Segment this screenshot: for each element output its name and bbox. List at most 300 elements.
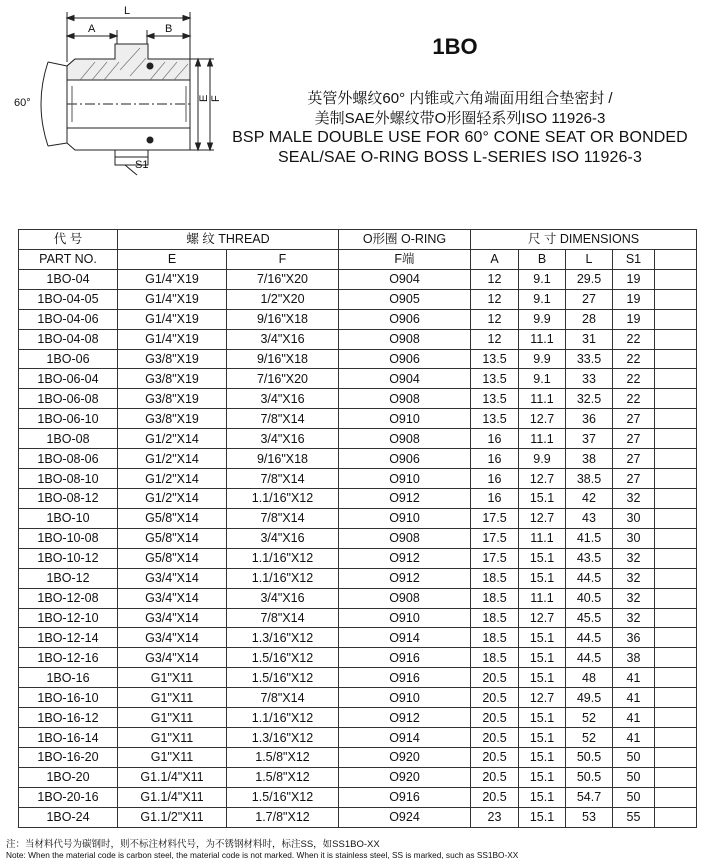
table-cell: 9.9 (519, 449, 566, 469)
table-row (19, 309, 697, 329)
table-row (19, 329, 697, 349)
table-cell: 1BO-10 (19, 508, 118, 528)
table-cell: G3/8"X19 (118, 409, 227, 429)
table-cell: G1/4"X19 (118, 269, 227, 289)
table-cell: 1BO-08-12 (19, 488, 118, 508)
note-en: Note: When the material code is carbon steel, the material code is not marked. When it is stainless steel, SS is marked, such as SS1BO-XX (6, 850, 519, 860)
table-cell-empty (655, 588, 697, 608)
table-cell: 9.1 (519, 289, 566, 309)
table-cell: 1BO-06 (19, 349, 118, 369)
table-cell: G1/2"X14 (118, 449, 227, 469)
table-cell: 9.9 (519, 349, 566, 369)
table-cell: 17.5 (471, 508, 519, 528)
table-cell: 30 (613, 508, 655, 528)
note-cn: 注：当材料代号为碳钢时，则不标注材料代号，为不锈钢材料时，标注SS，如SS1BO-XX (6, 839, 380, 850)
table-cell: 20.5 (471, 668, 519, 688)
table-cell: 1BO-08-06 (19, 449, 118, 469)
table-cell: 19 (613, 269, 655, 289)
cn-description-line1: 英管外螺纹60° 内锥或六角端面用组合垫密封 / (307, 90, 613, 107)
table-cell: O924 (339, 807, 471, 827)
table-cell: 44.5 (566, 628, 613, 648)
table-cell-empty (655, 688, 697, 708)
table-cell: 15.1 (519, 728, 566, 748)
table-cell: 1BO-16 (19, 668, 118, 688)
table-cell: G5/8"X14 (118, 528, 227, 548)
table-cell: 12.7 (519, 508, 566, 528)
table-cell: O904 (339, 369, 471, 389)
table-cell-empty (655, 807, 697, 827)
table-cell: G3/8"X19 (118, 349, 227, 369)
table-cell-empty (655, 668, 697, 688)
table-row (19, 429, 697, 449)
table-row (19, 747, 697, 767)
table-cell: 12 (471, 329, 519, 349)
table-cell: 38 (566, 449, 613, 469)
table-cell: 22 (613, 329, 655, 349)
table-cell: 7/8"X14 (227, 508, 339, 528)
table-cell: 41 (613, 728, 655, 748)
table-cell-empty (655, 548, 697, 568)
table-cell: G1"X11 (118, 688, 227, 708)
table-cell: 27 (613, 429, 655, 449)
table-cell: G1"X11 (118, 708, 227, 728)
table-cell: 52 (566, 708, 613, 728)
table-cell: 1BO-04-05 (19, 289, 118, 309)
table-cell: 20.5 (471, 688, 519, 708)
table-cell: G1.1/4"X11 (118, 787, 227, 807)
table-cell: 20.5 (471, 767, 519, 787)
table-cell: 44.5 (566, 568, 613, 588)
table-cell: 16 (471, 488, 519, 508)
table-cell: 20.5 (471, 787, 519, 807)
table-row (19, 389, 697, 409)
table-cell: 22 (613, 349, 655, 369)
table-cell-empty (655, 728, 697, 748)
table-cell: 11.1 (519, 329, 566, 349)
table-cell: 1.1/16"X12 (227, 708, 339, 728)
table-cell: 3/4"X16 (227, 389, 339, 409)
table-cell: G5/8"X14 (118, 548, 227, 568)
table-cell: 15.1 (519, 708, 566, 728)
table-cell: 9.9 (519, 309, 566, 329)
table-cell: 1BO-08 (19, 429, 118, 449)
table-cell: 55 (613, 807, 655, 827)
table-cell: 9.1 (519, 369, 566, 389)
table-row (19, 488, 697, 508)
table-cell: 38.5 (566, 469, 613, 489)
table-cell-empty (655, 508, 697, 528)
table-row (19, 728, 697, 748)
table-cell: 1.3/16"X12 (227, 628, 339, 648)
col-header-a: A (471, 249, 519, 269)
table-cell: 43.5 (566, 548, 613, 568)
table-cell: 12 (471, 309, 519, 329)
table-cell: G3/4"X14 (118, 648, 227, 668)
dim-label-angle: 60° (14, 97, 31, 109)
table-cell: 12.7 (519, 409, 566, 429)
table-cell: G1/4"X19 (118, 309, 227, 329)
table-cell: G1/2"X14 (118, 488, 227, 508)
table-cell-empty (655, 369, 697, 389)
table-cell-empty (655, 747, 697, 767)
table-cell: 1BO-04-08 (19, 329, 118, 349)
table-cell: 18.5 (471, 628, 519, 648)
col-header-f-end: F端 (339, 249, 471, 269)
table-row (19, 608, 697, 628)
table-cell: 1BO-10-08 (19, 528, 118, 548)
table-cell: 18.5 (471, 608, 519, 628)
table-row (19, 469, 697, 489)
table-cell: G3/4"X14 (118, 628, 227, 648)
table-cell: 1.7/8"X12 (227, 807, 339, 827)
table-cell: 13.5 (471, 409, 519, 429)
table-cell: 27 (613, 409, 655, 429)
table-cell: 49.5 (566, 688, 613, 708)
table-cell: 15.1 (519, 747, 566, 767)
table-cell: 42 (566, 488, 613, 508)
table-cell: 7/8"X14 (227, 469, 339, 489)
table-cell: O908 (339, 588, 471, 608)
table-cell: 1BO-16-12 (19, 708, 118, 728)
table-cell: 12 (471, 269, 519, 289)
table-row (19, 668, 697, 688)
table-cell: 16 (471, 429, 519, 449)
table-cell: 20.5 (471, 747, 519, 767)
table-cell: 45.5 (566, 608, 613, 628)
table-cell: 7/16"X20 (227, 269, 339, 289)
table-cell: G1"X11 (118, 747, 227, 767)
table-cell: 31 (566, 329, 613, 349)
fitting-drawing (0, 0, 260, 185)
table-cell: 16 (471, 469, 519, 489)
table-cell: 11.1 (519, 528, 566, 548)
table-cell: 1.1/16"X12 (227, 548, 339, 568)
table-cell: O916 (339, 668, 471, 688)
table-cell-empty (655, 289, 697, 309)
spec-table (18, 229, 697, 828)
table-cell: 15.1 (519, 668, 566, 688)
table-cell: 27 (566, 289, 613, 309)
table-cell: O912 (339, 568, 471, 588)
header-dimensions: 尺 寸 DIMENSIONS (471, 230, 697, 250)
table-cell: 19 (613, 309, 655, 329)
table-cell: 38 (613, 648, 655, 668)
table-row (19, 568, 697, 588)
table-row (19, 588, 697, 608)
table-cell: O912 (339, 488, 471, 508)
table-cell: 13.5 (471, 389, 519, 409)
table-cell: 18.5 (471, 648, 519, 668)
table-cell: 41.5 (566, 528, 613, 548)
table-cell: 1BO-12 (19, 568, 118, 588)
col-header-e: E (118, 249, 227, 269)
table-cell: 16 (471, 449, 519, 469)
table-cell: 32 (613, 548, 655, 568)
table-cell: 13.5 (471, 369, 519, 389)
table-cell: 7/8"X14 (227, 409, 339, 429)
table-cell-empty (655, 409, 697, 429)
table-cell: 36 (566, 409, 613, 429)
table-cell: O914 (339, 628, 471, 648)
col-header-l: L (566, 249, 613, 269)
table-row (19, 508, 697, 528)
table-row (19, 708, 697, 728)
table-cell: G1"X11 (118, 668, 227, 688)
table-cell: 18.5 (471, 568, 519, 588)
table-cell: 1BO-04 (19, 269, 118, 289)
table-cell: 50.5 (566, 767, 613, 787)
table-cell: 32 (613, 588, 655, 608)
table-cell-empty (655, 469, 697, 489)
table-cell: G3/8"X19 (118, 389, 227, 409)
table-cell: 7/16"X20 (227, 369, 339, 389)
table-row (19, 767, 697, 787)
table-cell: 1BO-16-20 (19, 747, 118, 767)
table-cell: G1.1/4"X11 (118, 767, 227, 787)
table-cell: 9/16"X18 (227, 309, 339, 329)
table-cell: 32 (613, 488, 655, 508)
table-cell: 12.7 (519, 608, 566, 628)
table-cell-empty (655, 528, 697, 548)
table-cell: 15.1 (519, 568, 566, 588)
dim-label-l: L (124, 5, 131, 17)
table-cell: 19 (613, 289, 655, 309)
table-cell: O906 (339, 349, 471, 369)
table-cell: 53 (566, 807, 613, 827)
table-cell: O908 (339, 389, 471, 409)
table-cell: 1.5/8"X12 (227, 747, 339, 767)
dim-label-s1: S1 (135, 159, 149, 171)
table-cell: 1BO-16-10 (19, 688, 118, 708)
table-cell: 15.1 (519, 488, 566, 508)
table-cell: 22 (613, 369, 655, 389)
table-cell: 54.7 (566, 787, 613, 807)
table-cell-empty (655, 648, 697, 668)
table-cell: 3/4"X16 (227, 429, 339, 449)
table-cell: O914 (339, 728, 471, 748)
table-cell: 1BO-08-10 (19, 469, 118, 489)
table-cell: O910 (339, 608, 471, 628)
col-header-b: B (519, 249, 566, 269)
table-cell: O912 (339, 708, 471, 728)
table-cell: G3/4"X14 (118, 608, 227, 628)
table-cell: 41 (613, 668, 655, 688)
table-cell-empty (655, 309, 697, 329)
table-row (19, 807, 697, 827)
table-cell: 20.5 (471, 728, 519, 748)
table-cell: 37 (566, 429, 613, 449)
table-cell: 9.1 (519, 269, 566, 289)
table-cell: O916 (339, 648, 471, 668)
col-header-empty (655, 249, 697, 269)
table-cell: O910 (339, 469, 471, 489)
table-cell: 11.1 (519, 429, 566, 449)
table-cell: 32 (613, 608, 655, 628)
table-cell-empty (655, 568, 697, 588)
table-cell: G1"X11 (118, 728, 227, 748)
table-cell: 1BO-06-10 (19, 409, 118, 429)
table-cell-empty (655, 608, 697, 628)
table-cell: O916 (339, 787, 471, 807)
table-cell: O905 (339, 289, 471, 309)
table-cell: 1BO-12-10 (19, 608, 118, 628)
table-cell: O904 (339, 269, 471, 289)
table-row (19, 349, 697, 369)
table-cell: G3/4"X14 (118, 588, 227, 608)
table-cell: 17.5 (471, 548, 519, 568)
table-cell: 15.1 (519, 787, 566, 807)
table-cell: 1BO-12-14 (19, 628, 118, 648)
table-cell: 36 (613, 628, 655, 648)
table-cell: 1.1/16"X12 (227, 488, 339, 508)
table-cell: 12.7 (519, 469, 566, 489)
table-cell: 7/8"X14 (227, 688, 339, 708)
col-header-f: F (227, 249, 339, 269)
table-cell: O910 (339, 409, 471, 429)
table-cell: 11.1 (519, 588, 566, 608)
table-cell: 15.1 (519, 548, 566, 568)
table-cell: 1BO-06-08 (19, 389, 118, 409)
en-description-line2: SEAL/SAE O-RING BOSS L-SERIES ISO 11926-3 (278, 149, 642, 166)
table-cell: O912 (339, 548, 471, 568)
table-cell-empty (655, 329, 697, 349)
table-column-header-row (19, 249, 697, 269)
table-cell: 27 (613, 449, 655, 469)
table-cell: 1.5/16"X12 (227, 668, 339, 688)
table-cell: G1.1/2"X11 (118, 807, 227, 827)
table-cell: 3/4"X16 (227, 329, 339, 349)
table-row (19, 688, 697, 708)
table-cell: 32 (613, 568, 655, 588)
col-header-s1: S1 (613, 249, 655, 269)
col-header-part-no: PART NO. (19, 249, 118, 269)
table-cell-empty (655, 429, 697, 449)
table-cell: 15.1 (519, 767, 566, 787)
dim-label-a: A (88, 23, 96, 35)
table-cell-empty (655, 349, 697, 369)
table-cell: 52 (566, 728, 613, 748)
table-cell-empty (655, 708, 697, 728)
header-code-cn: 代 号 (19, 230, 118, 250)
dim-label-f: F (210, 95, 222, 102)
table-cell: O908 (339, 429, 471, 449)
table-cell: 18.5 (471, 588, 519, 608)
table-cell: 1BO-20-16 (19, 787, 118, 807)
en-description-line1: BSP MALE DOUBLE USE FOR 60° CONE SEAT OR BONDED (232, 129, 688, 146)
table-cell: 15.1 (519, 807, 566, 827)
table-row (19, 548, 697, 568)
table-cell-empty (655, 449, 697, 469)
angle-arc (41, 62, 48, 146)
table-cell: 27 (613, 469, 655, 489)
table-cell: G1/2"X14 (118, 469, 227, 489)
table-cell: 15.1 (519, 628, 566, 648)
table-cell: 48 (566, 668, 613, 688)
table-cell: O908 (339, 329, 471, 349)
table-cell: G1/4"X19 (118, 289, 227, 309)
table-cell: 1.3/16"X12 (227, 728, 339, 748)
table-cell: O920 (339, 747, 471, 767)
table-cell: 30 (613, 528, 655, 548)
table-row (19, 449, 697, 469)
table-cell: 7/8"X14 (227, 608, 339, 628)
table-cell: 9/16"X18 (227, 349, 339, 369)
table-cell: 12.7 (519, 688, 566, 708)
table-cell: 23 (471, 807, 519, 827)
table-cell: 12 (471, 289, 519, 309)
table-cell: 20.5 (471, 708, 519, 728)
table-row (19, 528, 697, 548)
table-cell: G5/8"X14 (118, 508, 227, 528)
table-cell: 29.5 (566, 269, 613, 289)
table-cell: 50 (613, 767, 655, 787)
table-cell-empty (655, 269, 697, 289)
table-cell: 22 (613, 389, 655, 409)
table-cell: 1.5/16"X12 (227, 648, 339, 668)
table-cell: O920 (339, 767, 471, 787)
table-cell: O906 (339, 309, 471, 329)
table-row (19, 409, 697, 429)
table-cell: G1/2"X14 (118, 429, 227, 449)
table-cell: 43 (566, 508, 613, 528)
table-cell: 1BO-06-04 (19, 369, 118, 389)
table-cell: 28 (566, 309, 613, 329)
table-cell: 1/2"X20 (227, 289, 339, 309)
table-cell: 33.5 (566, 349, 613, 369)
table-row (19, 648, 697, 668)
table-cell: 1BO-20 (19, 767, 118, 787)
table-cell: 1BO-12-16 (19, 648, 118, 668)
table-cell: G1/4"X19 (118, 329, 227, 349)
table-row (19, 369, 697, 389)
table-row (19, 289, 697, 309)
table-cell: 40.5 (566, 588, 613, 608)
table-row (19, 628, 697, 648)
table-cell: 1.5/8"X12 (227, 767, 339, 787)
table-cell: 3/4"X16 (227, 528, 339, 548)
table-cell-empty (655, 787, 697, 807)
table-cell: 33 (566, 369, 613, 389)
dim-label-e: E (198, 94, 210, 102)
table-cell: 11.1 (519, 389, 566, 409)
table-cell: G3/8"X19 (118, 369, 227, 389)
table-cell-empty (655, 767, 697, 787)
table-cell: 15.1 (519, 648, 566, 668)
table-cell: 50.5 (566, 747, 613, 767)
cn-description-line2: 美制SAE外螺纹带O形圈轻系列ISO 11926-3 (314, 110, 606, 127)
table-cell: 3/4"X16 (227, 588, 339, 608)
table-group-header-row (19, 230, 697, 250)
table-cell: 1BO-12-08 (19, 588, 118, 608)
header-oring: O形圈 O-RING (339, 230, 471, 250)
table-cell: O910 (339, 688, 471, 708)
table-cell: 1BO-24 (19, 807, 118, 827)
table-cell: 41 (613, 688, 655, 708)
table-cell: 13.5 (471, 349, 519, 369)
table-cell: O906 (339, 449, 471, 469)
table-cell: 50 (613, 787, 655, 807)
table-cell: 1.5/16"X12 (227, 787, 339, 807)
table-cell: 41 (613, 708, 655, 728)
table-cell: 1.1/16"X12 (227, 568, 339, 588)
table-cell: 17.5 (471, 528, 519, 548)
product-code: 1BO (432, 34, 478, 59)
table-cell: 1BO-10-12 (19, 548, 118, 568)
table-cell: 1BO-16-14 (19, 728, 118, 748)
dim-label-b: B (165, 23, 173, 35)
table-cell: 32.5 (566, 389, 613, 409)
table-cell-empty (655, 628, 697, 648)
